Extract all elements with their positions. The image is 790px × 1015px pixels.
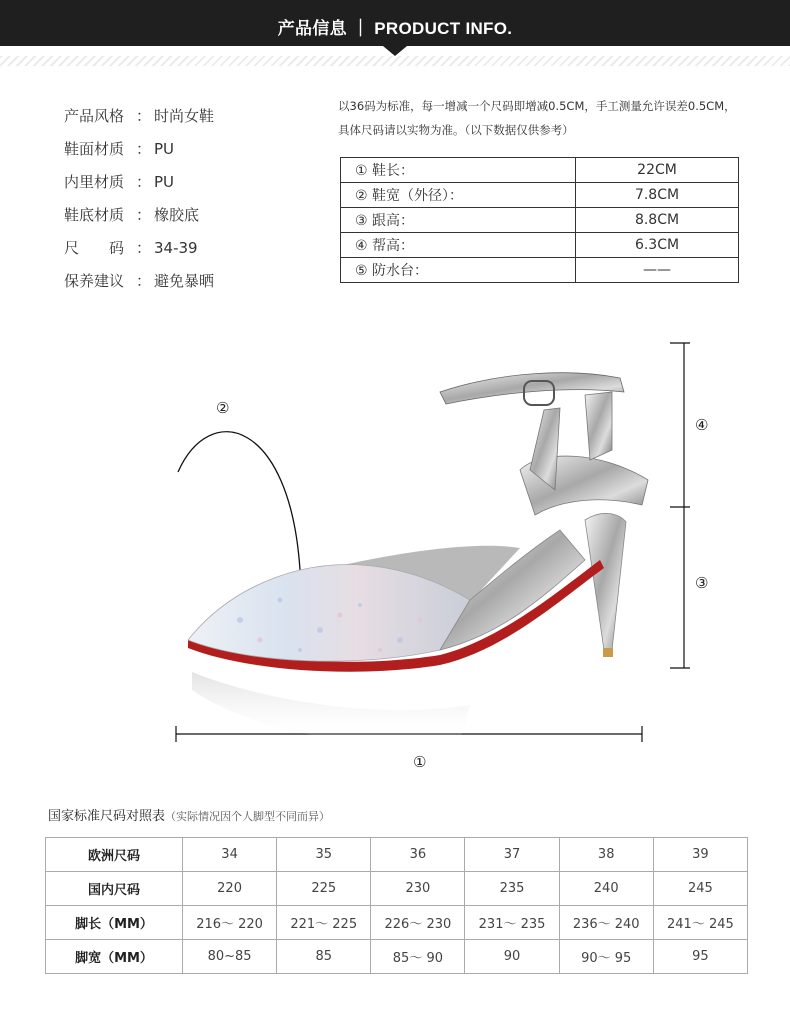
- measure-label: ③ 跟高：: [341, 208, 576, 233]
- marker-upper-height: ④: [695, 416, 709, 434]
- spec-style: 产品风格 ： 时尚女鞋: [64, 107, 215, 125]
- spec-lining-material: 内里材质 ： PU: [64, 173, 175, 191]
- size-cell: 34: [183, 838, 277, 872]
- table-row: [46, 838, 748, 872]
- table-row: [46, 906, 748, 940]
- spec-size: 尺 码 ： 34-39: [64, 239, 198, 257]
- measure-label: ② 鞋宽（外径）：: [341, 183, 576, 208]
- size-row-header: 欧洲尺码: [46, 838, 183, 872]
- size-cell: 37: [465, 838, 559, 872]
- size-table-caption: 国家标准尺码对照表（实际情况因个人脚型不同而异）: [48, 809, 331, 824]
- measure-value: 6.3CM: [576, 233, 739, 258]
- header-bar: [0, 0, 790, 46]
- table-row: [341, 158, 739, 183]
- size-cell: 230: [371, 872, 465, 906]
- measure-value: 8.8CM: [576, 208, 739, 233]
- size-cell: 85: [277, 940, 371, 974]
- width-arc: [178, 432, 300, 570]
- size-cell: 35: [277, 838, 371, 872]
- size-cell: 236～ 240: [559, 906, 653, 940]
- size-cell: 235: [465, 872, 559, 906]
- spec-sole-material: 鞋底材质 ： 橡胶底: [64, 206, 200, 224]
- size-cell: 39: [653, 838, 747, 872]
- size-cell: 216～ 220: [183, 906, 277, 940]
- header-arrow: [383, 46, 407, 56]
- table-row: [46, 872, 748, 906]
- size-cell: 226～ 230: [371, 906, 465, 940]
- size-cell: 95: [653, 940, 747, 974]
- shoe-heel: [585, 513, 626, 650]
- spec-care: 保养建议 ： 避免暴晒: [64, 272, 215, 290]
- table-row: [341, 258, 739, 283]
- shoe-diagram: [0, 330, 790, 800]
- size-cell: 90～ 95: [559, 940, 653, 974]
- marker-length: ①: [413, 753, 427, 771]
- size-row-header: 脚长（MM）: [46, 906, 183, 940]
- measure-value: ——: [576, 258, 739, 283]
- measure-label: ① 鞋长：: [341, 158, 576, 183]
- size-table: [45, 837, 748, 974]
- size-cell: 85～ 90: [371, 940, 465, 974]
- table-row: [46, 940, 748, 974]
- size-cell: 240: [559, 872, 653, 906]
- measure-label: ④ 帮高：: [341, 233, 576, 258]
- shoe-reflection: [192, 672, 470, 743]
- measure-value: 22CM: [576, 158, 739, 183]
- table-row: [341, 233, 739, 258]
- height-bracket: [670, 343, 690, 668]
- size-cell: 80~85: [183, 940, 277, 974]
- header-title: 产品信息 ｜ PRODUCT INFO.: [277, 19, 513, 38]
- measure-value: 7.8CM: [576, 183, 739, 208]
- size-cell: 231～ 235: [465, 906, 559, 940]
- size-cell: 220: [183, 872, 277, 906]
- table-row: [341, 208, 739, 233]
- size-note-line-1: 以36码为标准，每一增减一个尺码即增减0.5CM，手工测量允许误差0.5CM，: [338, 99, 736, 113]
- spec-upper-material: 鞋面材质 ： PU: [64, 140, 175, 158]
- table-row: [341, 183, 739, 208]
- size-cell: 38: [559, 838, 653, 872]
- measure-label: ⑤ 防水台：: [341, 258, 576, 283]
- size-cell: 36: [371, 838, 465, 872]
- marker-heel-height: ③: [695, 574, 709, 592]
- size-cell: 225: [277, 872, 371, 906]
- decorative-divider: [0, 56, 790, 66]
- size-row-header: 国内尺码: [46, 872, 183, 906]
- size-cell: 245: [653, 872, 747, 906]
- size-note-line-2: 具体尺码请以实物为准。（以下数据仅供参考）: [338, 123, 574, 137]
- marker-width: ②: [216, 399, 230, 417]
- measurements-table: [340, 157, 739, 283]
- size-cell: 221～ 225: [277, 906, 371, 940]
- size-row-header: 脚宽（MM）: [46, 940, 183, 974]
- size-cell: 241～ 245: [653, 906, 747, 940]
- size-cell: 90: [465, 940, 559, 974]
